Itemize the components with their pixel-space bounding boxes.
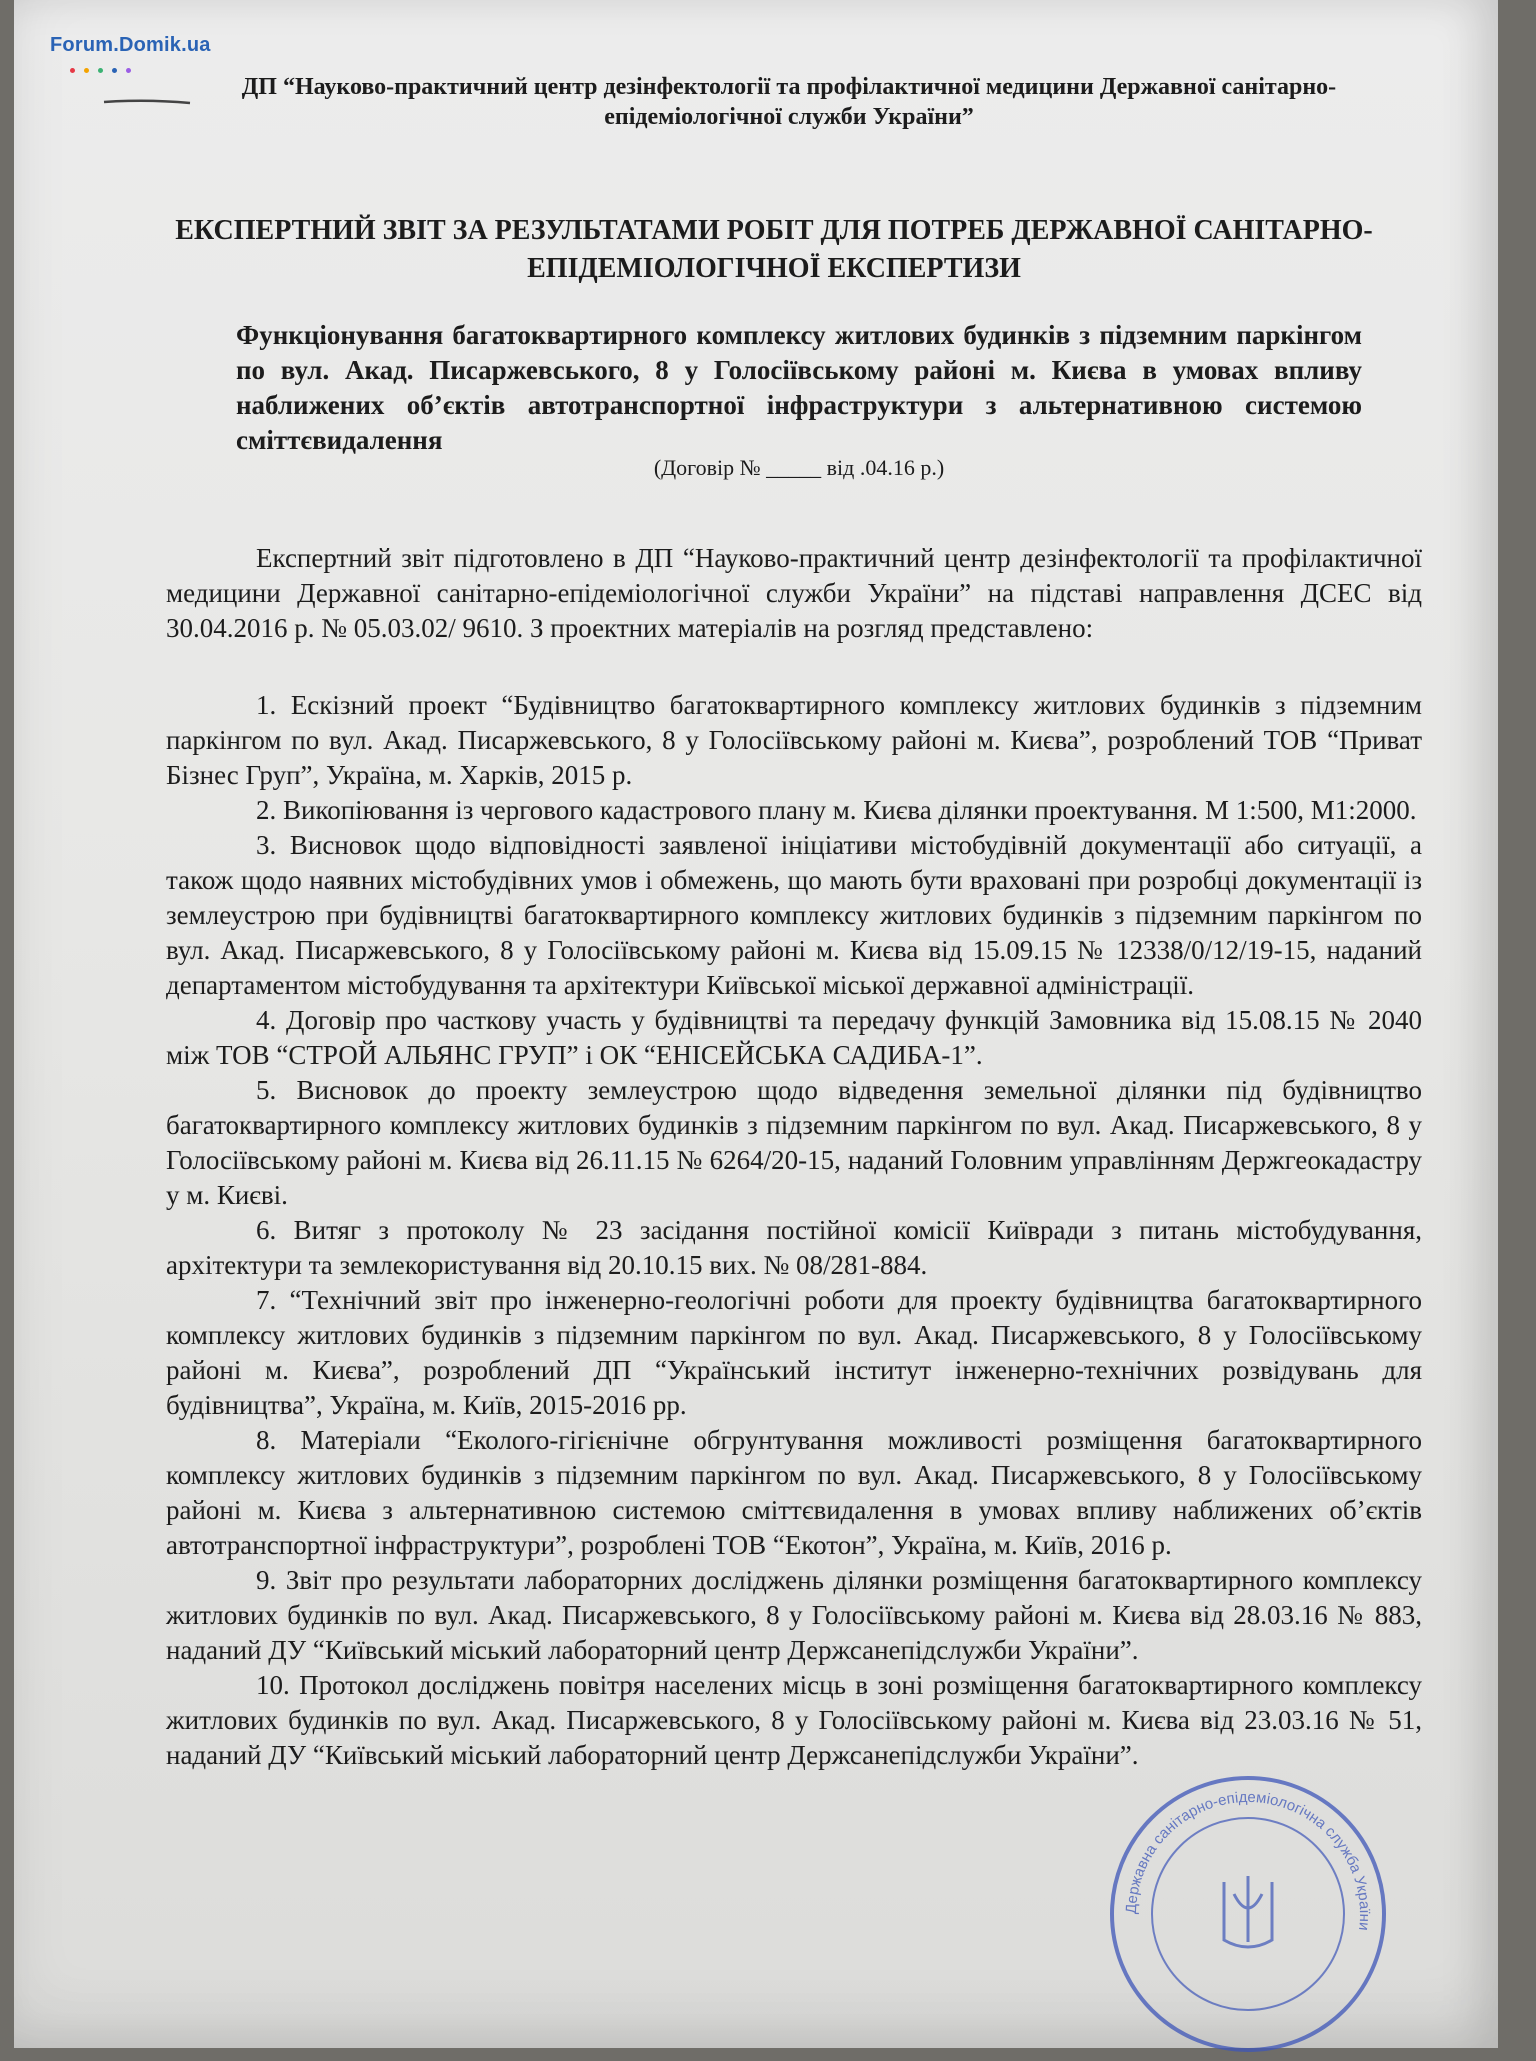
list-item: 6. Витяг з протоколу № 23 засідання постійної комісії Київради з питань містобудування, архітектури та землекористування від 20.10.15 вих. № 08/281-884. — [166, 1215, 1422, 1280]
watermark-dot — [98, 68, 103, 73]
watermark-dot — [84, 68, 89, 73]
watermark-dot — [70, 68, 75, 73]
contract-reference: (Договір № _____ від .04.16 р.) — [653, 455, 945, 480]
stamp-graphic — [1106, 1772, 1390, 2056]
trident-emblem-icon — [1224, 1876, 1272, 1947]
list-item: 5. Висновок до проекту землеустрою щодо відведення земельної ділянки під будівництво багатоквартирного комплексу житлових будинків з підземним паркінгом по вул. Акад. Писаржевського, 8 у Голосіївському районі м. Києва від 26.11.15 № 6264/20-15, наданий Головним управлінням Держгеокадастру у м. Києві. — [166, 1075, 1422, 1210]
list-item: 2. Викопіювання із чергового кадастрового плану м. Києва ділянки проектування. М 1:500, М1:2000. — [256, 795, 1417, 825]
list-item: 8. Матеріали “Еколого-гігієнічне обгрунтування можливості розміщення багатоквартирного комплексу житлових будинків з підземним паркінгом по вул. Акад. Писаржевського, 8 у Голосіївському районі м. Києва з альтернативною системою сміттєвидалення в умовах впливу наближених об’єктів автотранспортної інфраструктури”, розроблені ТОВ “Екотон”, Україна, м. Київ, 2016 р. — [166, 1425, 1422, 1560]
watermark-dot — [112, 68, 117, 73]
official-stamp — [1106, 1772, 1390, 2056]
list-item: 4. Договір про часткову участь у будівництві та передачу функцій Замовника від 15.08.15 № 2040 між ТОВ “СТРОЙ АЛЬЯНС ГРУП” і ОК “ЕНІСЕЙСЬКА САДИБА-1”. — [166, 1005, 1422, 1070]
list-item: 10. Протокол досліджень повітря населених місць в зоні розміщення багатоквартирного комплексу житлових будинків по вул. Акад. Писаржевського, 8 у Голосіївському районі м. Києва від 23.03.16 № 51, наданий ДУ “Київський міський лабораторний центр Держсанепідслужби України”. — [166, 1670, 1422, 1770]
document-title: ЕКСПЕРТНИЙ ЗВІТ ЗА РЕЗУЛЬТАТАМИ РОБІТ ДЛЯ ПОТРЕБ ДЕРЖАВНОЇ САНІТАРНО-ЕПІДЕМІОЛОГІЧНОЇ ЕКСПЕРТИЗИ — [175, 215, 1373, 284]
document-page — [14, 0, 1498, 2048]
site-watermark: Forum.Domik.ua — [50, 34, 211, 56]
organization-header: ДП “Науково-практичний центр дезінфектології та профілактичної медицини Державної санітарно-епідеміологічної служби України” — [241, 74, 1337, 130]
list-item: 9. Звіт про результати лабораторних досліджень ділянки розміщення багатоквартирного комплексу житлових будинків по вул. Акад. Писаржевського, 8 у Голосіївському районі м. Києва від 28.03.16 № 883, наданий ДУ “Київський міський лабораторний центр Держсанепідслужби України”. — [166, 1565, 1422, 1665]
list-item: 7. “Технічний звіт про інженерно-геологічні роботи для проекту будівництва багатоквартирного комплексу житлових будинків з підземним паркінгом по вул. Акад. Писаржевського, 8 у Голосіївському районі м. Києва”, розроблений ДП “Український інститут інженерно-технічних розвідувань для будівництва”, Україна, м. Київ, 2015-2016 рр. — [166, 1285, 1422, 1420]
materials-list — [166, 688, 1422, 1773]
watermark-dot — [126, 68, 131, 73]
document-subject: Функціонування багатоквартирного комплексу житлових будинків з підземним паркінгом по вул. Акад. Писаржевського, 8 у Голосіївському районі м. Києва в умовах впливу наближених об’єктів автотранспортної інфраструктури з альтернативною системою сміттєвидалення — [236, 320, 1362, 455]
intro-paragraph: Експертний звіт підготовлено в ДП “Науково-практичний центр дезінфектології та профілактичної медицини Державної санітарно-епідеміологічної служби України” на підставі направлення ДСЕС від 30.04.2016 р. № 05.03.02/ 9610. З проектних матеріалів на розгляд представлено: — [166, 543, 1422, 643]
list-item: 3. Висновок щодо відповідності заявленої ініціативи містобудівній документації або ситуації, а також щодо наявних містобудівних умов і обмежень, що мають бути враховані при розробці документації із землеустрою при будівництві багатоквартирного комплексу житлових будинків з підземним паркінгом по вул. Акад. Писаржевського, 8 у Голосіївському районі м. Києва від 15.09.15 № 12338/0/12/19-15, наданий департаментом містобудування та архітектури Київської міської державної адміністрації. — [166, 830, 1422, 1000]
list-item: 1. Ескізний проект “Будівництво багатоквартирного комплексу житлових будинків з підземним паркінгом по вул. Акад. Писаржевського, 8 у Голосіївському районі м. Києва”, розроблений ТОВ “Приват Бізнес Груп”, Україна, м. Харків, 2015 р. — [166, 690, 1422, 790]
stamp-ring-textpath: Державна санітарно-епідеміологічна служба України — [1122, 1788, 1374, 1932]
watermark-dots — [70, 60, 140, 78]
